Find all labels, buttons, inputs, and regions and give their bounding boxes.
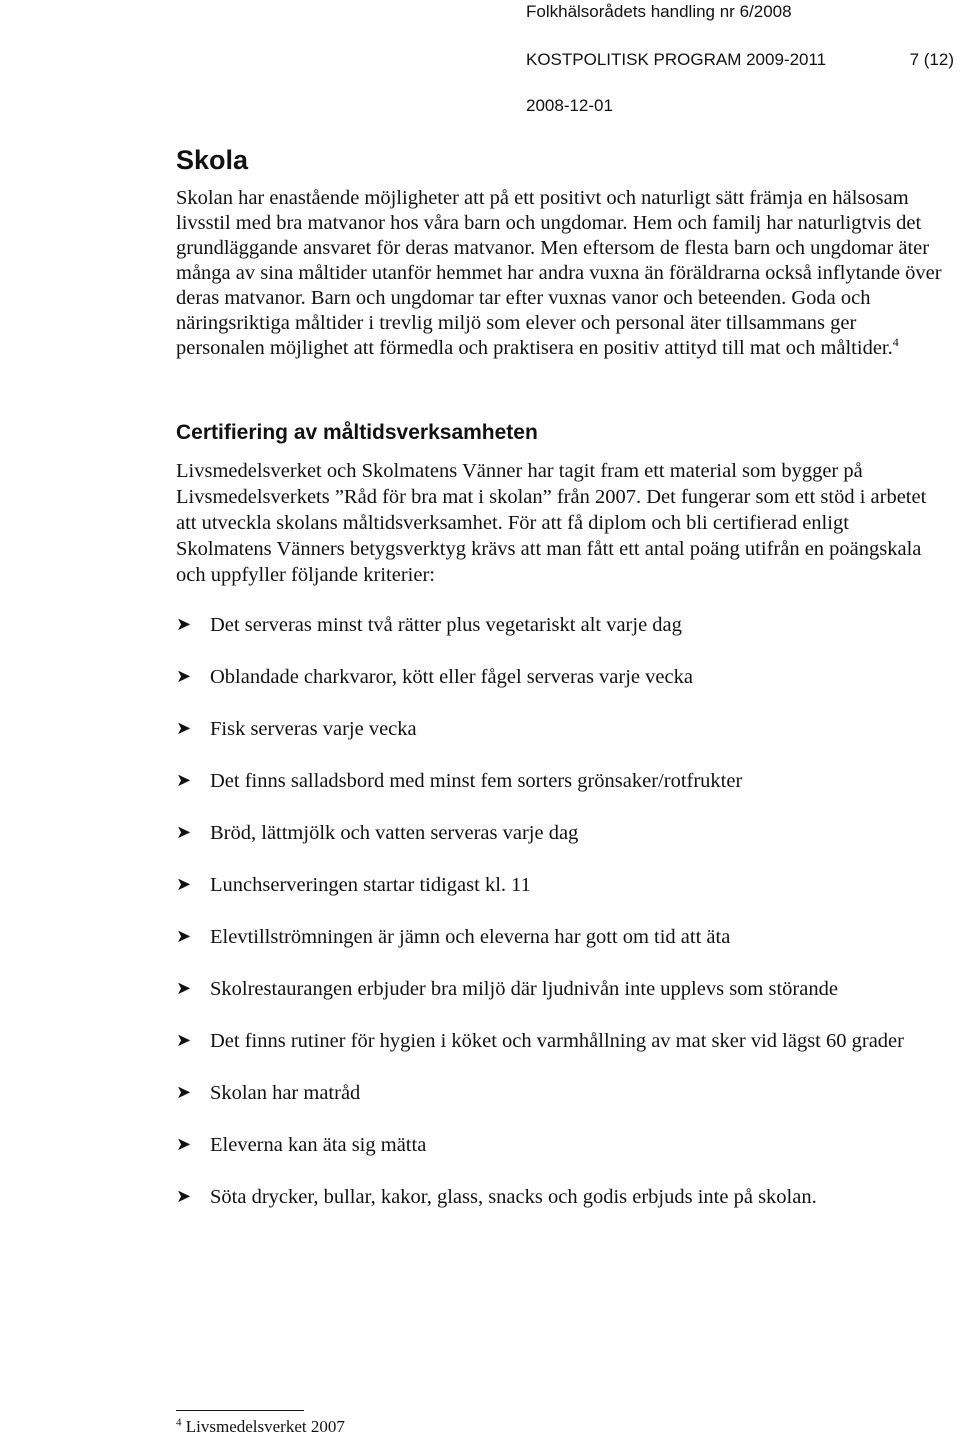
criteria-item (176, 975, 946, 1003)
section-body-skola (176, 186, 946, 361)
arrowhead-bullet-icon: ➤ (176, 770, 192, 791)
criteria-item-text: Skolan har matråd (210, 1082, 361, 1104)
arrowhead-bullet-icon: ➤ (176, 978, 192, 999)
criteria-list (176, 611, 946, 1235)
criteria-item-text: Fisk serveras varje vecka (210, 718, 417, 740)
criteria-item-text: Elevtillströmningen är jämn och eleverna har gott om tid att äta (210, 926, 731, 948)
criteria-item (176, 871, 946, 899)
criteria-item-text: Oblandade charkvaror, kött eller fågel serveras varje vecka (210, 666, 693, 688)
arrowhead-bullet-icon: ➤ (176, 822, 192, 843)
criteria-item (176, 663, 946, 691)
criteria-item (176, 767, 946, 795)
section-title-skola: Skola (176, 145, 249, 175)
arrowhead-bullet-icon: ➤ (176, 926, 192, 947)
section-body-skola-text: Skolan har enastående möjligheter att på ett positivt och naturligt sätt främja en hälsosam livsstil med bra matvanor hos våra barn och ungdomar. Hem och familj har naturligtvis det grundläggande ansvaret för deras matvanor. Men eftersom de flesta barn och ungdomar äter många av sina måltider utanför hemmet har andra vuxna än föräldrarna också inflytande över deras matvanor. Barn och ungdomar tar efter vuxnas vanor och beteenden. Goda och näringsriktiga måltider i trevlig miljö som elever och personal äter tillsammans ger personalen möjlighet att förmedla och praktisera en positiv attityd till mat och måltider. (176, 187, 942, 359)
criteria-item-text: Söta drycker, bullar, kakor, glass, snacks och godis erbjuds inte på skolan. (210, 1186, 817, 1208)
criteria-item (176, 923, 946, 951)
footnote (176, 1417, 345, 1437)
footnote-divider (176, 1410, 304, 1411)
arrowhead-bullet-icon: ➤ (176, 614, 192, 635)
section-title-certifiering: Certifiering av måltidsverksamheten (176, 421, 538, 444)
arrowhead-bullet-icon: ➤ (176, 1030, 192, 1051)
footnote-text: Livsmedelsverket 2007 (185, 1417, 345, 1436)
header-program: KOSTPOLITISK PROGRAM 2009-2011 (526, 50, 827, 69)
arrowhead-bullet-icon: ➤ (176, 666, 192, 687)
criteria-item-text: Skolrestaurangen erbjuder bra miljö där ljudnivån inte upplevs som störande (210, 978, 838, 1000)
header-org: Folkhälsorådets handling nr 6/2008 (526, 2, 792, 21)
criteria-item (176, 1027, 946, 1055)
footnote-number: 4 (176, 1416, 182, 1429)
section-body-certifiering: Livsmedelsverket och Skolmatens Vänner har tagit fram ett material som bygger på Livsmedelsverkets ”Råd för bra mat i skolan” från 2007. Det fungerar som ett stöd i arbetet att utveckla skolans måltidsverksamhet. För att få diplom och bli certifierad enligt Skolmatens Vänners betygsverktyg krävs att man fått ett antal poäng utifrån en poängskala och uppfyller följande kriterier: (176, 460, 927, 586)
arrowhead-bullet-icon: ➤ (176, 874, 192, 895)
criteria-item-text: Det finns salladsbord med minst fem sorters grönsaker/rotfrukter (210, 770, 743, 792)
criteria-item-text: Lunchserveringen startar tidigast kl. 11 (210, 874, 531, 896)
criteria-item-text: Eleverna kan äta sig mätta (210, 1134, 427, 1156)
criteria-item (176, 715, 946, 743)
header-date: 2008-12-01 (526, 96, 613, 115)
criteria-item-text: Bröd, lättmjölk och vatten serveras varje dag (210, 822, 579, 844)
arrowhead-bullet-icon: ➤ (176, 1186, 192, 1207)
criteria-item (176, 819, 946, 847)
criteria-item (176, 1131, 946, 1159)
arrowhead-bullet-icon: ➤ (176, 1134, 192, 1155)
arrowhead-bullet-icon: ➤ (176, 718, 192, 739)
criteria-item (176, 1079, 946, 1107)
criteria-item (176, 1183, 946, 1211)
criteria-item-text: Det serveras minst två rätter plus vegetariskt alt varje dag (210, 614, 682, 636)
arrowhead-bullet-icon: ➤ (176, 1082, 192, 1103)
criteria-item (176, 611, 946, 639)
header-page-number: 7 (12) (909, 50, 954, 69)
footnote-reference: 4 (892, 335, 899, 350)
criteria-item-text: Det finns rutiner för hygien i köket och varmhållning av mat sker vid lägst 60 grader (210, 1030, 904, 1052)
